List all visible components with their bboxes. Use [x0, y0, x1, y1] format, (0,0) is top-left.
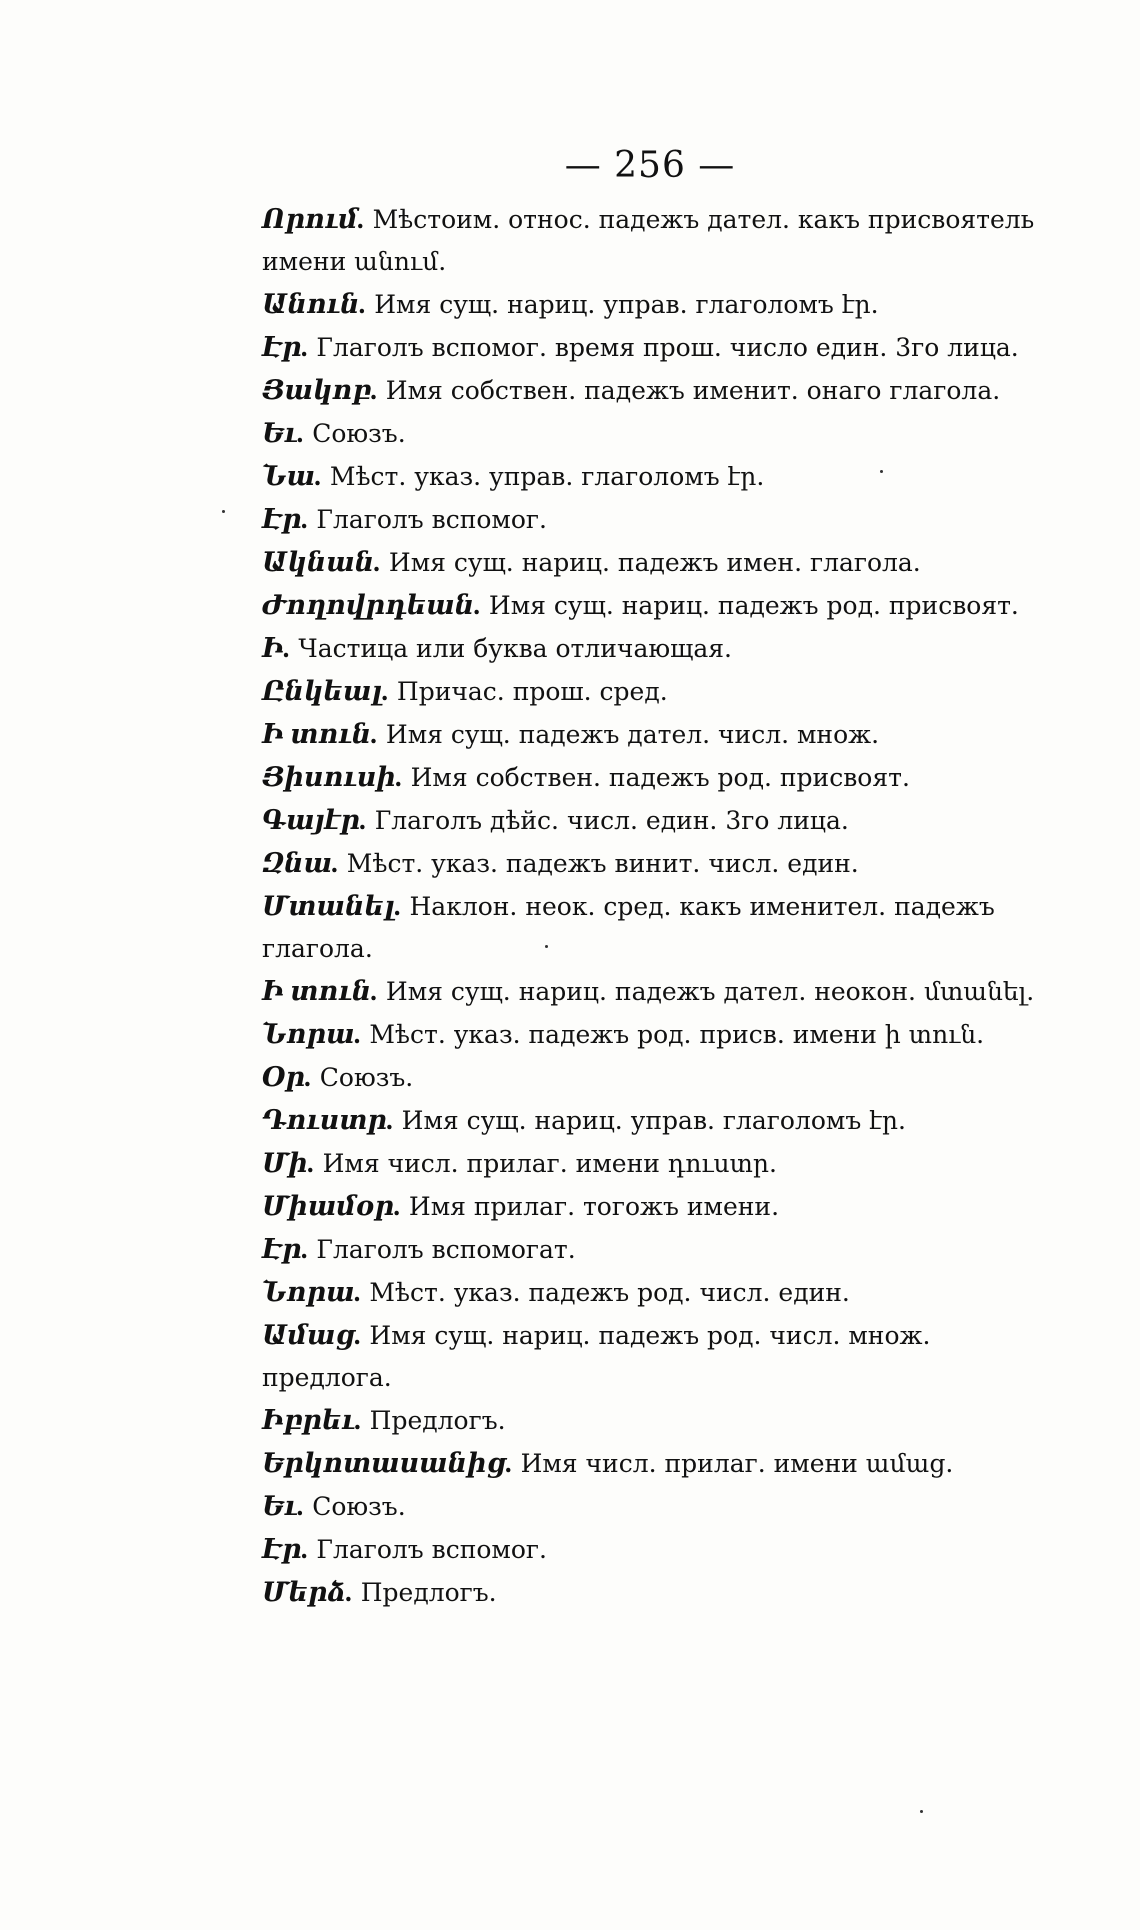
print-speck: [920, 1810, 923, 1813]
entry-text: Союзъ.: [319, 1063, 414, 1092]
glossary-entry: [262, 326, 1042, 369]
entry-headword: Յակոբ.: [262, 375, 378, 405]
entry-text: Частица или буква отличающая.: [298, 634, 732, 663]
glossary-entry: [262, 1228, 1042, 1271]
glossary-entry: [262, 369, 1042, 412]
entry-headword: Դուստր.: [262, 1105, 394, 1135]
entry-text: Союзъ.: [312, 419, 406, 448]
entry-headword: Ի տուն.: [262, 976, 378, 1006]
glossary-entry: [262, 1442, 1042, 1485]
glossary-entry: [262, 713, 1042, 756]
print-speck: [222, 510, 225, 513]
glossary-entry: [262, 1271, 1042, 1314]
glossary-entry: [262, 1013, 1042, 1056]
entry-headword: Ժողովրդեան.: [262, 590, 481, 620]
glossary-entry: [262, 885, 1042, 970]
entry-text: Глаголъ дѣйс. числ. един. 3го лица.: [374, 806, 849, 835]
entry-text: Имя сущ. нариц. падежъ дател. неокон. մտանել.: [385, 977, 1035, 1006]
entry-headword: Յիսուսի.: [262, 762, 403, 792]
glossary-entry: [262, 1528, 1042, 1571]
entry-headword: Միամօր.: [262, 1191, 401, 1221]
entry-headword: Զնա.: [262, 848, 339, 878]
entry-text: Имя собствен. падежъ род. присвоят.: [410, 763, 910, 792]
entry-text: Имя сущ. нариц. управ. глаголомъ էր.: [401, 1106, 906, 1135]
glossary-entry: [262, 584, 1042, 627]
entry-headword: Ընկեալ.: [262, 676, 389, 706]
entry-text: Причас. прош. сред.: [396, 677, 668, 706]
entry-headword: Ակնան.: [262, 547, 381, 577]
glossary-entry: [262, 455, 1042, 498]
entry-headword: Նորա.: [262, 1277, 362, 1307]
entry-text: Предлогъ.: [360, 1578, 497, 1607]
entry-text: Имя сущ. нариц. падежъ род. присвоят.: [488, 591, 1019, 620]
glossary-entry: [262, 1142, 1042, 1185]
entry-headword: Նորա.: [262, 1019, 362, 1049]
glossary-entry: [262, 842, 1042, 885]
entry-headword: Որում.: [262, 204, 365, 234]
entry-headword: Էր.: [262, 1234, 309, 1264]
entry-text: Мѣст. указ. падежъ род. присв. имени ի տուն.: [369, 1020, 985, 1049]
entry-text: Имя прилаг. тогожъ имени.: [408, 1192, 780, 1221]
print-speck: [880, 470, 883, 473]
glossary-list: [262, 198, 1042, 1614]
glossary-entry: [262, 283, 1042, 326]
glossary-entry: [262, 1485, 1042, 1528]
glossary-entry: [262, 756, 1042, 799]
entry-headword: Անուն.: [262, 289, 367, 319]
entry-headword: Մտանել.: [262, 891, 402, 921]
entry-text: Имя числ. прилаг. имени դուստր.: [322, 1149, 777, 1178]
entry-text: Мѣстоим. относ. падежъ дател. какъ присвоятель имени անում.: [262, 205, 1035, 276]
entry-text: Имя числ. прилаг. имени ամաց.: [520, 1449, 954, 1478]
page-number: — 256 —: [564, 145, 736, 186]
entry-headword: Եւ.: [262, 1491, 305, 1521]
entry-text: Имя сущ. падежъ дател. числ. множ.: [385, 720, 880, 749]
glossary-entry: [262, 1185, 1042, 1228]
glossary-entry: [262, 198, 1042, 283]
entry-text: Союзъ.: [312, 1492, 406, 1521]
entry-headword: Երկոտասանից.: [262, 1448, 513, 1478]
entry-text: Имя сущ. нариц. падежъ имен. глагола.: [388, 548, 921, 577]
entry-text: Имя сущ. нариц. падежъ род. числ. множ. предлога.: [262, 1321, 931, 1392]
entry-text: Глаголъ вспомог.: [316, 505, 547, 534]
entry-headword: Եւ.: [262, 418, 305, 448]
entry-text: Глаголъ вспомог. время прош. число един. 3го лица.: [316, 333, 1019, 362]
entry-text: Имя сущ. нариц. управ. глаголомъ էր.: [374, 290, 879, 319]
entry-text: Мѣст. указ. управ. глаголомъ էր.: [329, 462, 765, 491]
entry-text: Имя собствен. падежъ именит. онаго глагола.: [385, 376, 1001, 405]
entry-text: Глаголъ вспомогат.: [316, 1235, 576, 1264]
entry-headword: Էր.: [262, 504, 309, 534]
entry-headword: Ի տուն.: [262, 719, 378, 749]
glossary-entry: [262, 541, 1042, 584]
entry-headword: Օր.: [262, 1062, 312, 1092]
entry-text: Мѣст. указ. падежъ винит. числ. един.: [346, 849, 859, 878]
glossary-entry: [262, 412, 1042, 455]
glossary-entry: [262, 1571, 1042, 1614]
entry-text: Глаголъ вспомог.: [316, 1535, 547, 1564]
entry-text: Мѣст. указ. падежъ род. числ. един.: [369, 1278, 850, 1307]
entry-headword: Էր.: [262, 1534, 309, 1564]
glossary-entry: [262, 627, 1042, 670]
glossary-entry: [262, 498, 1042, 541]
entry-headword: Մի.: [262, 1148, 315, 1178]
glossary-entry: [262, 799, 1042, 842]
entry-text: Предлогъ.: [369, 1406, 506, 1435]
entry-headword: Ամաց.: [262, 1320, 362, 1350]
entry-headword: Ի.: [262, 633, 291, 663]
glossary-entry: [262, 1099, 1042, 1142]
glossary-entry: [262, 1056, 1042, 1099]
glossary-entry: [262, 1314, 1042, 1399]
entry-headword: Մերձ.: [262, 1577, 353, 1607]
entry-headword: Իբրեւ.: [262, 1405, 362, 1435]
entry-text: Наклон. неок. сред. какъ именител. падежъ глагола.: [262, 892, 995, 963]
entry-headword: Նա.: [262, 461, 322, 491]
print-speck: [545, 945, 548, 948]
glossary-entry: [262, 1399, 1042, 1442]
entry-headword: Էր.: [262, 332, 309, 362]
glossary-entry: [262, 670, 1042, 713]
glossary-entry: [262, 970, 1042, 1013]
entry-headword: Գայէր.: [262, 805, 367, 835]
